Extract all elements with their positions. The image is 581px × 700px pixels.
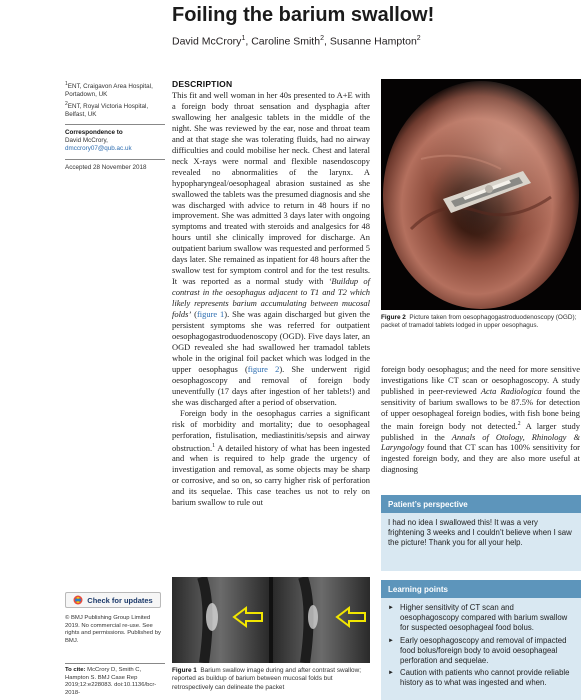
figure-1-barium-swallow-images [172,577,370,663]
crossmark-icon [73,595,83,605]
citation-block: To cite: McCrory D, Smith C, Hampton S. BMJ Case Rep 2019;12:e228083. doi:10.1136/bcr-2018- [65,663,165,697]
paragraph: foreign body oesophagus; and the need for more sensitive investigations like CT scan or oesophagoscopy. A study published in peer-reviewed Acta Radiologica found the sensitivity of barium swallows to be 87.5% for detection of upper oesophageal foreign bodies, with fish bone being the main foreign body not detected.$^2$ A larger study published in the Annals of Otology, Rhinology & Laryngology found that CT scan has 100% sensitivity for ingested foreign body, and they are also more useful at diagnosing [381,364,581,475]
article-sidebar [65,80,165,172]
paragraph: Foreign body in the oesophagus carries a significant risk of morbidity and mortality; due to oesophageal perforation, fistulisation, mediastinitis/sepsis and airway obstruction.$^1$ A detailed history of what has been ingested and when is required to help grade the urgency of investigation and removal, as some objects may be sharp or corrosive, and so on, so carry higher risk of perforation and its sequelae. This case teaches us not to rely on barium swallow to rule out [172,407,370,508]
accepted-date: Accepted 28 November 2018 [65,163,147,171]
learning-points-list [388,603,574,689]
section-heading-description: DESCRIPTION [172,79,233,89]
divider [65,159,165,160]
correspondence-email-link[interactable]: dmccrory07@qub.ac.uk [65,145,132,153]
barium-swallow-illustration [172,577,370,663]
author-affiliation: 2 [320,35,324,42]
copyright-notice: © BMJ Publishing Group Limited 2019. No commercial re-use. See rights and permissions. Published by BMJ. [65,615,161,644]
patient-perspective-box [381,495,581,571]
learning-points-body [381,598,581,696]
article-title: Foiling the barium swallow! [172,4,435,26]
check-for-updates-button[interactable] [65,592,161,608]
learning-points-box [381,580,581,700]
divider [65,124,165,125]
author-list: David McCrory$^1$, Caroline Smith$^2$, Susanne Hampton$^2$ [172,35,421,48]
author-affiliation: 2 [416,35,421,42]
figure-1-link[interactable]: figure 1 [196,309,225,320]
check-for-updates-label: Check for updates [87,595,153,605]
body-column-left [172,90,370,508]
author-name: Caroline Smith [251,35,321,48]
learning-point: ► Caution with patients who cannot provide reliable history as to what was ingested and when. [388,668,574,688]
learning-point: ► Higher sensitivity of CT scan and oesophagoscopy compared with barium swallow for suspected oesophageal food bolus. [388,603,574,634]
paragraph: This fit and well woman in her 40s presented to A+E with a foreign body throat sensation and dysphagia after swallowing her analgesic tablets in the middle of the night. She was reviewed by the ear, nose and throat team and at that stage she was tolerating fluids, had no airway difficulties and could mobilise her neck. Chest and lateral neck X-rays were normal and flexible nasendoscopy revealed no abnormalities of the larynx. A hypopharyngeal/oesophageal abrasion sustained as she swallowed the tablets was the presumed diagnosis and she was discharged with advice to return in 48 hours if no improvement. She was admitted 3 days later with ongoing symptoms and treated with steroids and analgesics for 48 hours until she clinically improved for discharge. An outpatient barium swallow was requested and performed 5 days later. She remained as inpatient for 48 hours after the swallow test for symptom control and for the test results. It was reported as a normal study with ‘Buildup of contrast in the oesophagus adjacent to T1 and T2 which likely represents barium accumulating between mucosal folds’ (figure 1). She was again discharged but given the persistent symptoms she was referred for outpatient oesophagogastroduodenoscopy (OGD). Five days later, an OGD revealed she had swallowed her tramadol tablets whole in the original foil packet which was lodged in the upper oesophagus (figure 2). She underwent rigid oesophagoscopy and removal of foreign body uneventfully (17 days after ingestion of her tablets!) and she was discharged after a period of observation. [172,90,371,407]
correspondence-name: David McCrory, [65,137,108,145]
affiliation-2: $^2$ENT, Royal Victoria Hospital, Belfast, UK [65,100,149,118]
learning-points-heading: Learning points [381,580,581,598]
figure-1-caption: Figure 1 Barium swallow image during and after contrast swallow; reported as buildup of barium between mucosal folds but retrospectively can delineate the packet [172,667,361,691]
author-name: Susanne Hampton [329,35,417,48]
figure-2-caption: Figure 2 Picture taken from oesophagogastroduodenoscopy (OGD); packet of tramadol tablets lodged in upper oesophagus. [381,314,577,330]
endoscopy-illustration [381,79,581,310]
author-affiliation: 1 [241,35,246,42]
figure-2-link[interactable]: figure 2 [247,363,280,374]
correspondence-heading: Correspondence to [65,129,123,136]
affiliation-1: $^1$ENT, Craigavon Area Hospital, Portadown, UK [65,81,153,99]
author-name: David McCrory [172,35,242,48]
patient-perspective-heading: Patient’s perspective [381,495,581,513]
learning-point: ► Early oesophagoscopy and removal of impacted food bolus/foreign body to avoid oesophageal perforation and sequelae. [388,636,574,667]
patient-perspective-text: I had no idea I swallowed this! It was a very frightening 3 weeks and I couldn’t believe when I saw the picture! Thank you for all your help. [388,518,572,548]
reference-link[interactable]: 2 [517,420,521,427]
figure-2-endoscopy-image [381,79,581,310]
reference-link[interactable]: 1 [212,442,216,449]
body-column-right [381,364,580,475]
